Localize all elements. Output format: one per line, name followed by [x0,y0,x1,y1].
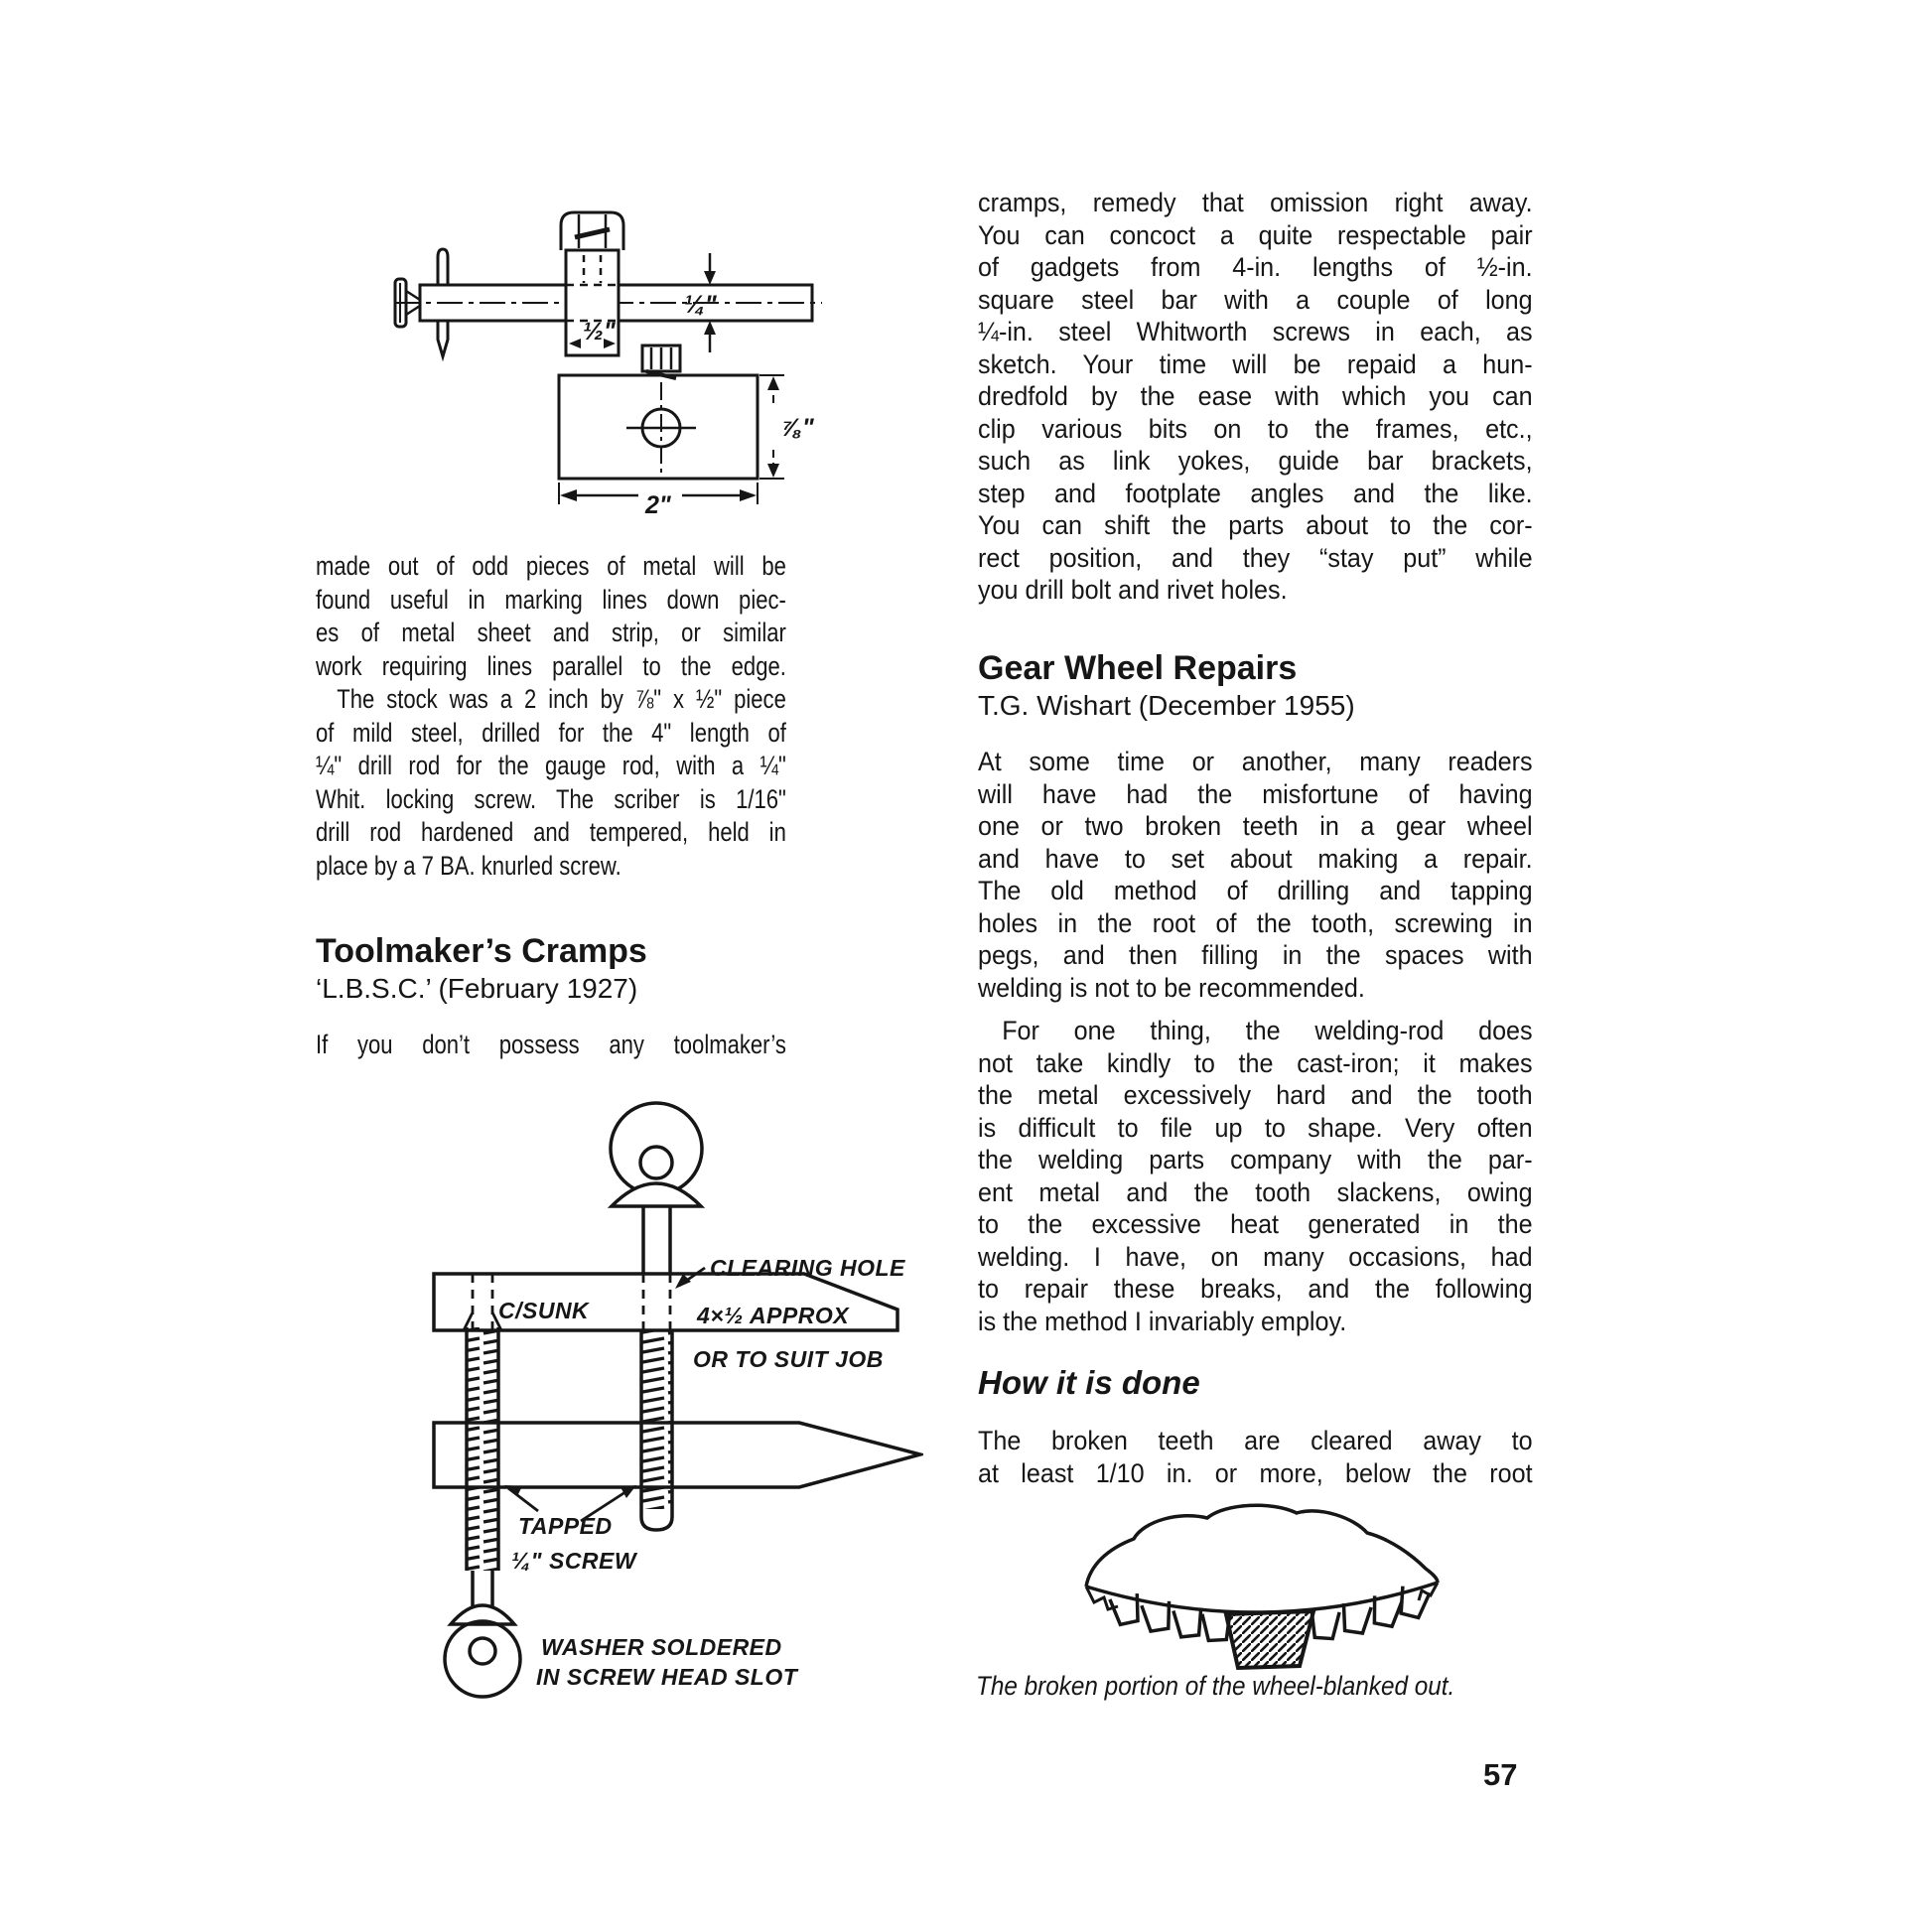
text-line: made out of odd pieces of metal will be [316,551,786,581]
blanked-out-portion [1226,1611,1313,1668]
text-line: If you don’t possess any toolmaker’s [316,1030,786,1059]
toolmakers-cramp-figure [328,1077,923,1732]
text-line: to repair these breaks, and the following [978,1274,1533,1304]
label-csunk: C/SUNK [498,1298,590,1323]
cramp-bottom-bar [434,1423,920,1487]
top-washer [611,1103,702,1194]
text-line: clip various bits on to the frames, etc., [978,413,1533,444]
gear-paragraph-1 [978,746,1533,1004]
text-line: welding. I have, on many occasions, had [978,1241,1533,1272]
cramps-paragraph-continued [978,187,1533,607]
gear-paragraph-2 [978,1015,1533,1337]
gear-rim-outline [1086,1505,1438,1587]
right-screw-end [641,1509,672,1530]
text-line: For one thing, the welding-rod does [1002,1016,1533,1045]
text-line: you drill bolt and rivet holes. [978,575,1288,605]
label-quarter-screw: ¼" SCREW [511,1548,637,1574]
text-line: es of metal sheet and strip, or similar [316,618,786,647]
text-line: pegs, and then filling in the spaces with [978,940,1533,970]
cramps-paragraph-intro [316,1029,786,1062]
text-line: will have had the misfortune of having [978,778,1533,809]
label-tapped: TAPPED [518,1513,613,1539]
text-line: ¼-in. steel Whitworth screws in each, as [978,317,1533,346]
text-line: The old method of drilling and tapping [978,876,1533,905]
bottom-washer [445,1621,520,1697]
label-suit-job: OR TO SUIT JOB [693,1346,884,1372]
text-line: holes in the root of the tooth, screwing in [978,907,1533,938]
text-line: is difficult to file up to shape. Very often [978,1112,1533,1143]
text-line: to the excessive heat generated in the [978,1209,1533,1239]
text-line: the welding parts company with the par- [978,1145,1533,1174]
text-line: of gadgets from 4-in. lengths of ½-in. [978,252,1533,282]
text-line: rect position, and they “stay put” while [978,542,1533,573]
scriber-pin-point [438,321,448,356]
gear-wheel-figure [1072,1491,1469,1680]
byline-toolmakers-cramps: ‘L.B.S.C.’ (February 1927) [316,973,638,1004]
text-line: step and footplate angles and the like. [978,478,1533,508]
text-line: work requiring lines parallel to the edge. [316,650,786,681]
subsection-heading-how-it-is-done: How it is done [978,1364,1200,1401]
dim-seven-eighths: ⅞" [781,414,814,442]
text-line: drill rod hardened and tempered, held in [316,817,786,847]
page-number: 57 [1483,1757,1518,1792]
text-line: The stock was a 2 inch by ⅞" x ½" piece [337,684,786,714]
text-line: ¼" drill rod for the gauge rod, with a ¼" [316,751,786,780]
label-approx: 4×½ APPROX [697,1303,850,1328]
section-heading-toolmakers-cramps: Toolmaker’s Cramps [316,932,647,970]
dim-two-inch: 2" [645,491,671,519]
dim-quarter-inch: ¼" [684,291,717,319]
text-line: place by a 7 BA. knurled screw. [316,850,621,881]
text-line: found useful in marking lines down piec- [316,584,786,615]
label-clearing-hole: CLEARING HOLE [710,1255,905,1281]
text-line: not take kindly to the cast-iron; it makes [978,1047,1533,1078]
text-line: is the method I invariably employ. [978,1306,1347,1336]
text-line: welding is not to be recommended. [978,972,1365,1003]
byline-gear-wheel-repairs: T.G. Wishart (December 1955) [978,690,1355,721]
section-heading-gear-wheel-repairs: Gear Wheel Repairs [978,649,1298,687]
screw-dome-head [612,1183,701,1206]
text-line: Whit. locking screw. The scriber is 1/16" [316,783,786,814]
text-line: The broken teeth are cleared away to [978,1426,1533,1455]
text-line: and have to set about making a repair. [978,843,1533,874]
label-washer-soldered: WASHER SOLDERED [541,1634,782,1660]
label-screw-head-slot: IN SCREW HEAD SLOT [536,1664,798,1690]
text-line: one or two broken teeth in a gear wheel [978,811,1533,841]
text-line: You can shift the parts about to the cor- [978,510,1533,540]
text-line: sketch. Your time will be repaid a hun- [978,348,1533,379]
gear-paragraph-3 [978,1425,1533,1489]
text-line: the metal excessively hard and the tooth [978,1080,1533,1110]
gauge-paragraph-1 [316,550,786,683]
text-line: At some time or another, many readers [978,747,1533,776]
text-line: square steel bar with a couple of long [978,284,1533,315]
text-line: dredfold by the ease with which you can [978,381,1533,411]
dim-half-inch: ½" [583,318,616,345]
text-line: You can concoct a quite respectable pair [978,219,1533,250]
gauge-paragraph-2 [316,683,786,883]
text-line: cramps, remedy that omission right away. [978,188,1533,217]
marking-gauge-figure [392,204,824,526]
text-line: such as link yokes, guide bar brackets, [978,446,1533,476]
scriber-pin-top [438,249,448,285]
text-line: of mild steel, drilled for the 4" length of [316,717,786,748]
text-line: ent metal and the tooth slackens, owing [978,1176,1533,1207]
gear-figure-caption: The broken portion of the wheel-blanked out. [976,1671,1455,1701]
text-line: at least 1/10 in. or more, below the root [978,1457,1533,1488]
